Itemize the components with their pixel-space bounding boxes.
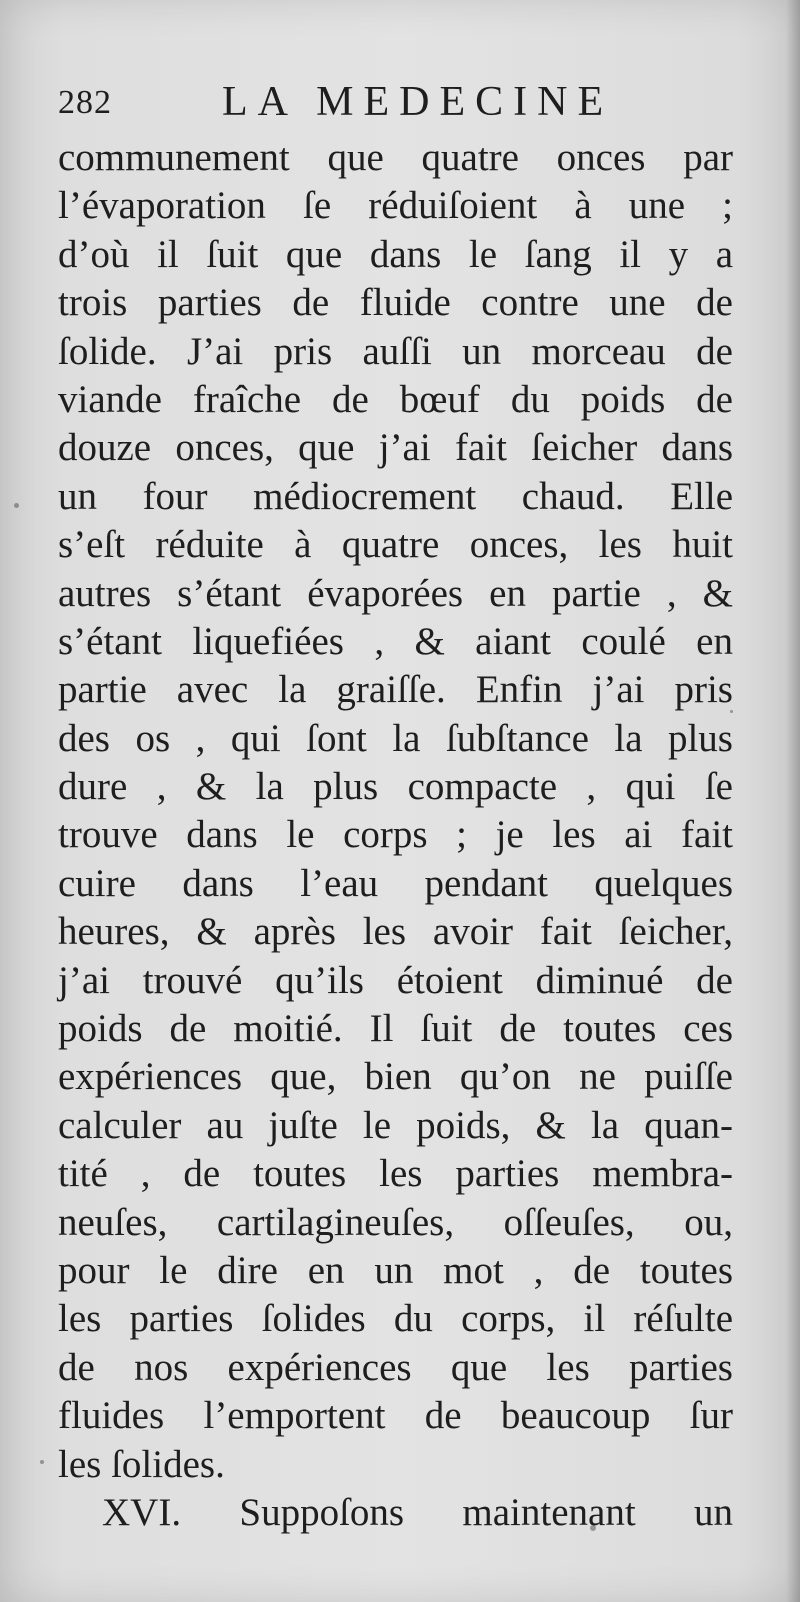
text-line: des os , qui ſont la ſubſtance la plus [58, 716, 733, 760]
text-line: les parties ſolides du corps, il réſulte [58, 1297, 733, 1341]
text-line: expériences que, bien qu’on ne puiſſe [58, 1055, 733, 1099]
text-line: poids de moitié. Il ſuit de toutes ces [58, 1007, 733, 1051]
text-line: calculer au juſte le poids, & la quan- [58, 1103, 733, 1147]
text-line: d’où il ſuit que dans le ſang il y a [58, 232, 733, 276]
page-number: 282 [58, 84, 112, 121]
text-line: ſolide. J’ai pris auſſi un morceau de [58, 329, 733, 373]
paper-speck [14, 503, 19, 508]
text-line: douze onces, que j’ai fait ſeicher dans [58, 426, 733, 470]
text-line: cuire dans l’eau pendant quelques [58, 861, 733, 905]
text-line: partie avec la graiſſe. Enfin j’ai pris [58, 668, 733, 712]
body-text [58, 134, 733, 1537]
text-line: un four médiocrement chaud. Elle [58, 474, 733, 518]
text-line: les ſolides. [58, 1442, 225, 1486]
text-line: neuſes, cartilagineuſes, oſſeuſes, ou, [58, 1200, 733, 1244]
page-header [58, 78, 758, 134]
text-line: de nos expériences que les parties [58, 1345, 733, 1389]
section-heading-line: XVI. Suppoſons maintenant un [102, 1490, 733, 1534]
text-line: pour le dire en un mot , de toutes [58, 1248, 733, 1292]
text-line: s’étant liquefiées , & aiant coulé en [58, 619, 733, 663]
text-line: trois parties de fluide contre une de [58, 281, 733, 325]
text-line: fluides l’emportent de beaucoup ſur [58, 1394, 733, 1438]
text-line: trouve dans le corps ; je les ai fait [58, 813, 733, 857]
text-line: communement que quatre onces par [58, 136, 733, 179]
text-line: autres s’étant évaporées en partie , & [58, 571, 733, 615]
text-line: l’évaporation ſe réduiſoient à une ; [58, 184, 733, 228]
text-line: viande fraîche de bœuf du poids de [58, 377, 733, 421]
text-line: j’ai trouvé qu’ils étoient diminué de [58, 958, 733, 1002]
paper-speck [730, 710, 733, 713]
text-line: heures, & après les avoir fait ſeicher, [58, 910, 733, 954]
text-line: dure , & la plus compacte , qui ſe [58, 765, 733, 809]
running-title: LA MEDECINE [222, 79, 614, 125]
paper-speck [590, 1525, 596, 1531]
text-line: s’eſt réduite à quatre onces, les huit [58, 523, 733, 567]
paper-speck [40, 1460, 44, 1464]
page-edge-shadow [786, 0, 800, 1602]
text-line: tité , de toutes les parties membra- [58, 1152, 733, 1196]
